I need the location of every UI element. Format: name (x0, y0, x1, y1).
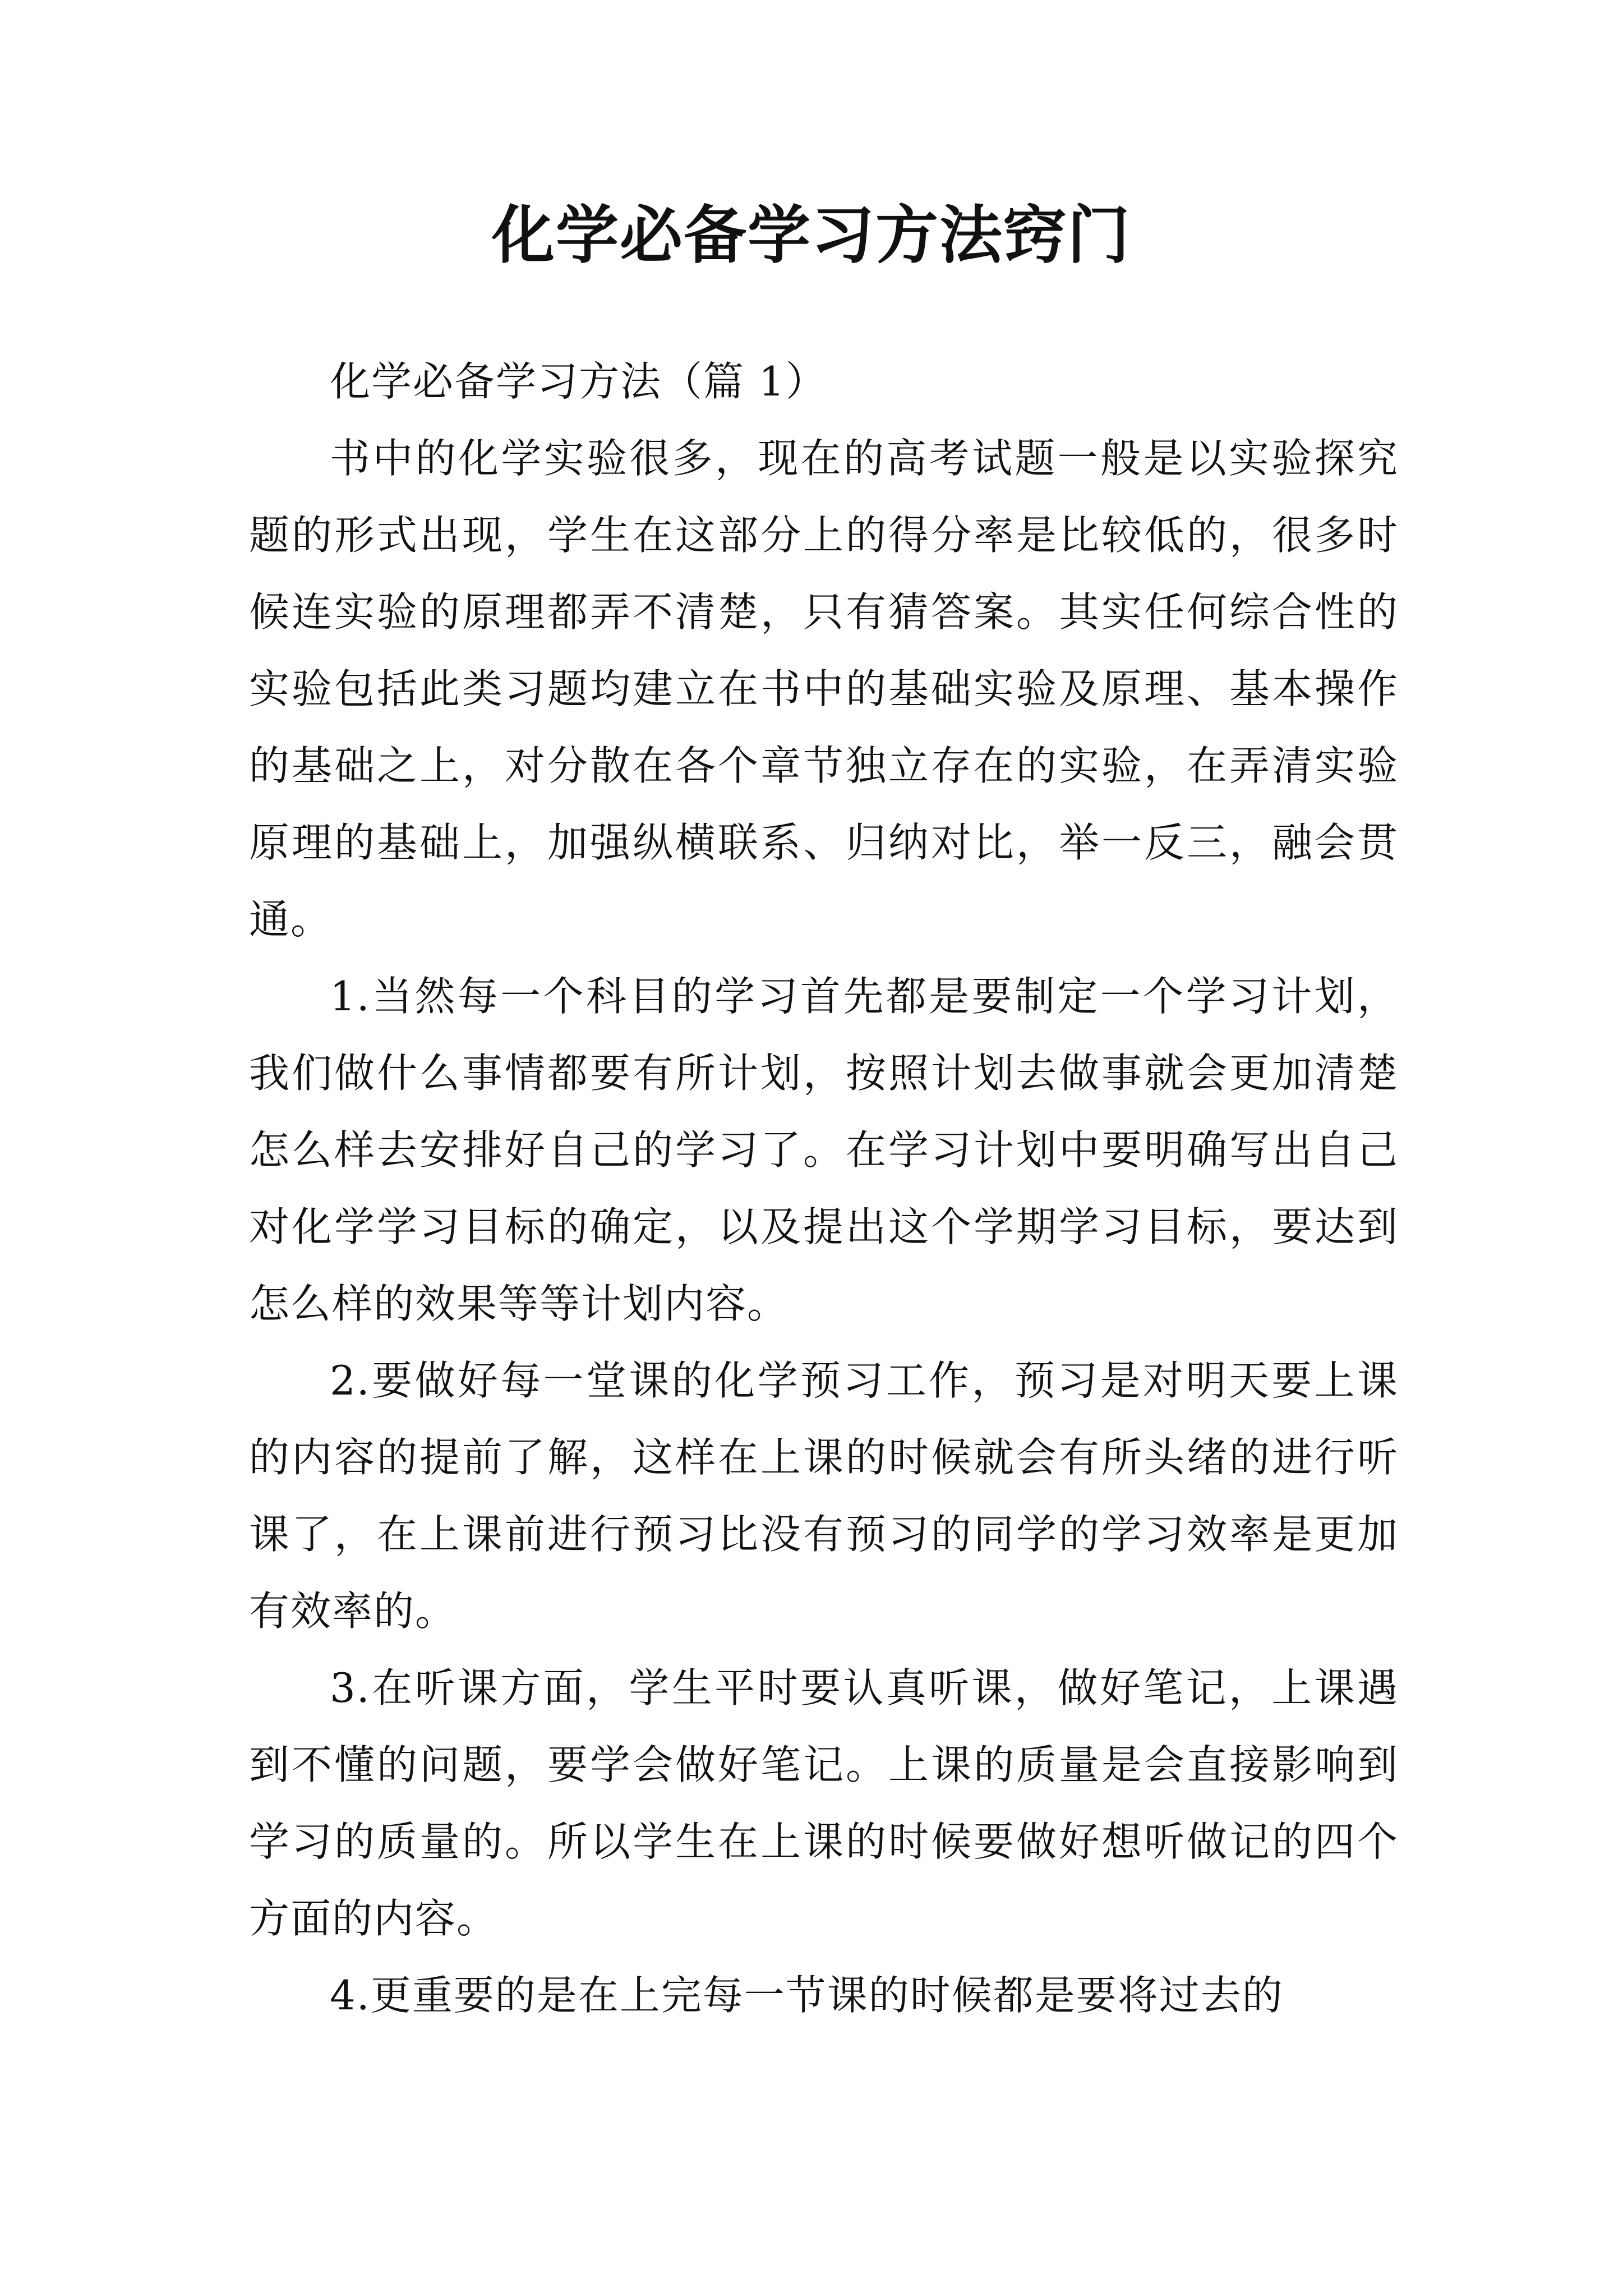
document-title: 化学必备学习方法窍门 (492, 199, 1131, 272)
paragraph-3: 3.在听课方面，学生平时要认真听课，做好笔记，上课遇到不懂的问题，要学会做好笔记。上课的质量是会直接影响到学习的质量的。所以学生在上课的时候要做好想听做记的四个方面的内容。 (249, 1664, 1399, 1942)
paragraph-2: 2.要做好每一堂课的化学预习工作，预习是对明天要上课的内容的提前了解，这样在上课的时候就会有所头绪的进行听课了，在上课前进行预习比没有预习的同学的学习效率是更加有效率的。 (249, 1357, 1399, 1635)
document-body (249, 343, 1399, 2034)
paragraph-intro: 书中的化学实验很多，现在的高考试题一般是以实验探究题的形式出现，学生在这部分上的得分率是比较低的，很多时候连实验的原理都弄不清楚，只有猜答案。其实任何综合性的实验包括此类习题均建立在书中的基础实验及原理、基本操作的基础之上，对分散在各个章节独立存在的实验，在弄清实验原理的基础上，加强纵横联系、归纳对比，举一反三，融会贯通。 (249, 435, 1399, 943)
paragraph-1: 1.当然每一个科目的学习首先都是要制定一个学习计划，我们做什么事情都要有所计划，按照计划去做事就会更加清楚怎么样去安排好自己的学习了。在学习计划中要明确写出自己对化学学习目标的确定，以及提出这个学期学习目标，要达到怎么样的效果等等计划内容。 (249, 973, 1399, 1327)
paragraph-4: 4.更重要的是在上完每一节课的时候都是要将过去的 (330, 1972, 1284, 2019)
section-heading: 化学必备学习方法（篇 1） (330, 358, 827, 405)
